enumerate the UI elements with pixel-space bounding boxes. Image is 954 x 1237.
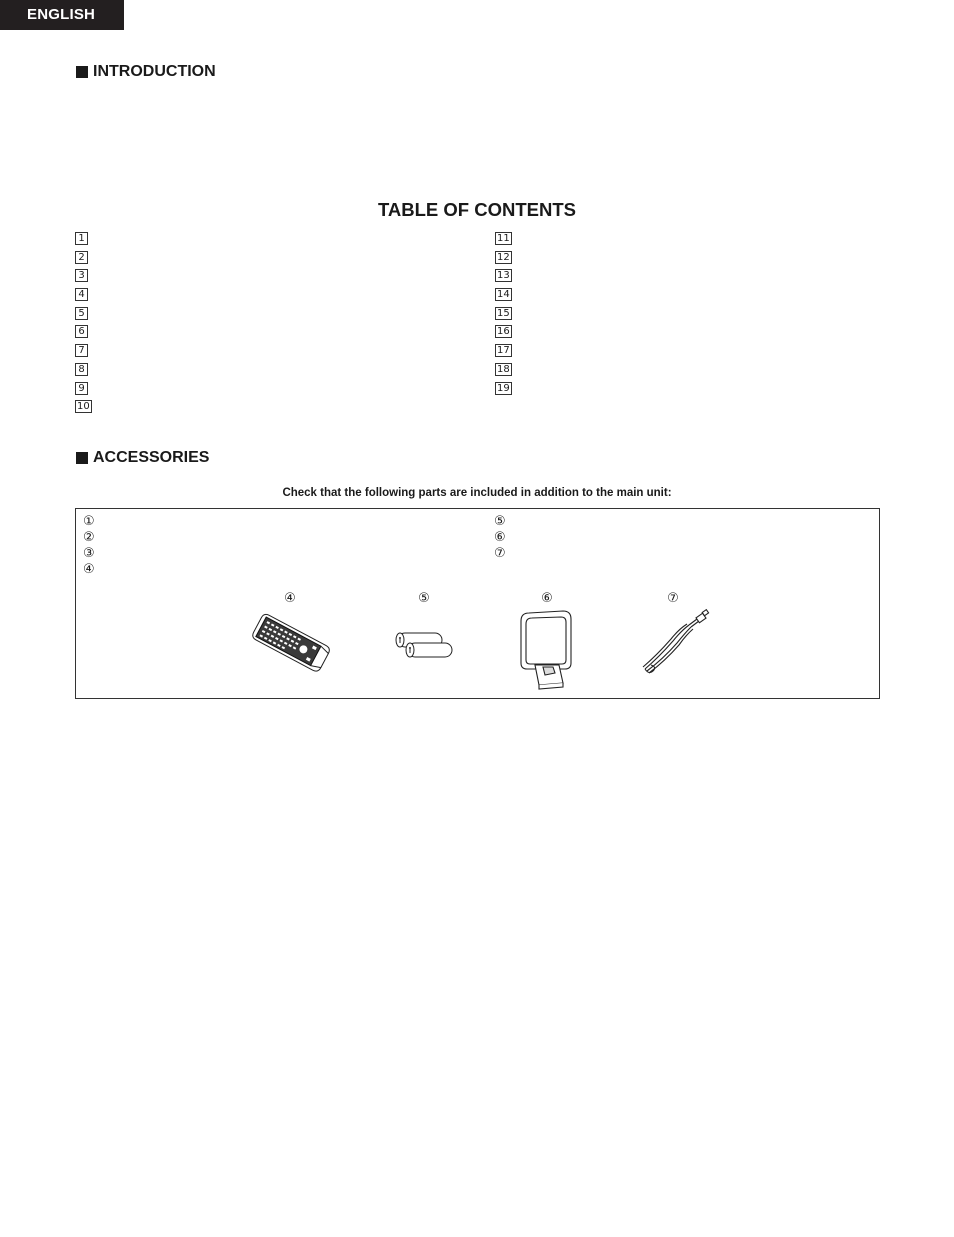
accessory-item: ⑤ [494,514,506,529]
toc-number: 4 [75,288,88,301]
fm-antenna-cable-icon [639,607,715,677]
toc-number: 16 [497,326,510,338]
toc-number: 3 [75,269,88,282]
toc-number: 10 [77,401,90,413]
introduction-heading [76,63,216,81]
batteries-icon [392,607,456,663]
toc-number: 14 [497,289,510,301]
toc-number: 19 [497,382,510,394]
toc-number: 8 [75,363,88,376]
toc-number: 11 [497,233,510,244]
remote-control-icon [248,607,334,683]
am-loop-antenna-icon [513,607,579,693]
accessories-heading-text: ACCESSORIES [93,449,210,466]
illustration-label-am-antenna: ⑥ [541,591,553,606]
toc-number: 9 [75,382,88,395]
accessory-item: ① [83,514,95,529]
accessories-check-text: Check that the following parts are included in addition to the main unit: [282,487,672,499]
square-bullet-icon [76,452,88,464]
toc-number: 17 [497,345,510,357]
accessory-item: ⑦ [494,546,506,561]
toc-number: 15 [497,307,510,319]
toc-number: 2 [75,251,88,264]
accessories-box [75,508,880,699]
accessory-item: ④ [83,562,95,577]
introduction-heading-text: INTRODUCTION [93,63,216,80]
illustration-label-batteries: ⑤ [418,591,430,606]
accessory-item: ⑥ [494,530,506,545]
language-tab: ENGLISH [0,0,124,30]
accessory-item: ② [83,530,95,545]
toc-number: 6 [75,325,88,338]
toc-number: 12 [497,251,510,263]
toc-title: TABLE OF CONTENTS [377,199,576,220]
toc-number: 1 [75,232,88,245]
accessories-left-list [83,514,95,578]
toc-number: 7 [75,344,88,357]
square-bullet-icon [76,66,88,78]
toc-number: 18 [497,363,510,375]
accessories-heading [76,449,209,467]
illustration-label-fm-antenna: ⑦ [667,591,679,606]
illustration-label-remote: ④ [284,591,296,606]
accessories-right-list [494,514,506,562]
toc-number: 13 [497,270,510,282]
toc-number: 5 [75,307,88,320]
accessory-item: ③ [83,546,95,561]
